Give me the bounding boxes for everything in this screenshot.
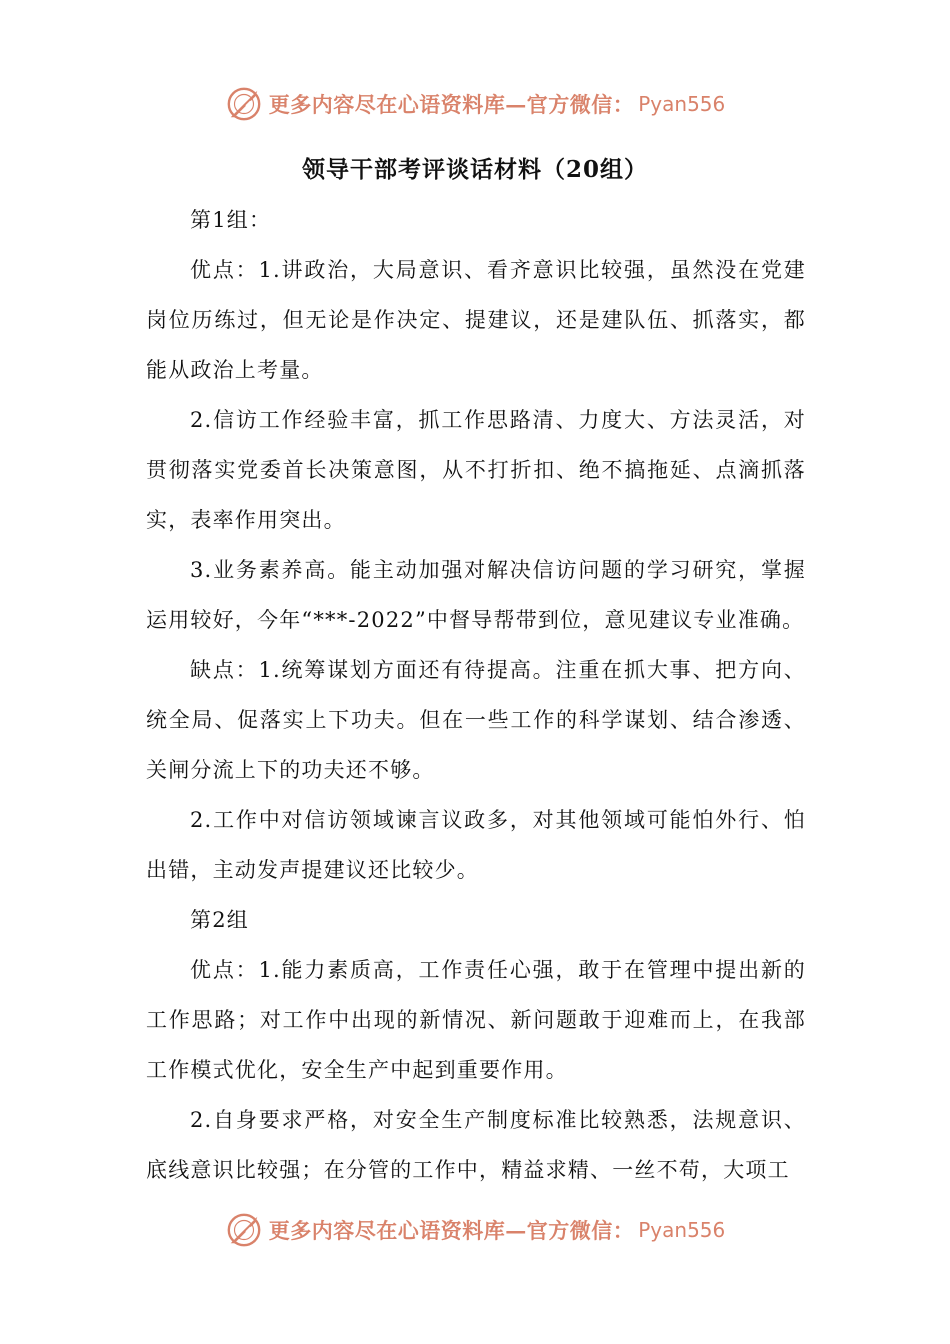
- paragraph-group-2-strength-2: 2.自身要求严格，对安全生产制度标准比较熟悉，法规意识、底线意识比较强；在分管的工作中，精益求精、一丝不苟，大项工: [146, 1108, 806, 1182]
- paragraph-group-1-strength-2: 2.信访工作经验丰富，抓工作思路清、力度大、方法灵活，对贯彻落实党委首长决策意图，从不打折扣、绝不搞拖延、点滴抓落实，表率作用突出。: [146, 408, 806, 532]
- paragraph-group-2-heading: 第2组: [190, 908, 249, 932]
- header-contact: Pyan556: [638, 92, 726, 116]
- document-body: [146, 195, 806, 1195]
- paragraph-group-1-strength-1: 优点：1.讲政治，大局意识、看齐意识比较强，虽然没在党建岗位历练过，但无论是作决定、提建议，还是建队伍、抓落实，都能从政治上考量。: [146, 258, 806, 382]
- paragraph-group-1-weakness-1: 缺点：1.统筹谋划方面还有待提高。注重在抓大事、把方向、统全局、促落实上下功夫。但在一些工作的科学谋划、结合渗透、关闸分流上下的功夫还不够。: [146, 658, 806, 782]
- header-banner: [0, 82, 950, 126]
- paragraph-group-2-strength-1: 优点：1.能力素质高，工作责任心强，敢于在管理中提出新的工作思路；对工作中出现的新情况、新问题敢于迎难而上，在我部工作模式优化，安全生产中起到重要作用。: [146, 958, 806, 1082]
- paragraph-group-1-heading: 第1组：: [190, 208, 272, 232]
- header-slogan: 更多内容尽在心语资料库—官方微信：: [268, 92, 635, 117]
- footer-banner: [0, 1208, 950, 1252]
- footer-slogan: 更多内容尽在心语资料库—官方微信：: [268, 1218, 635, 1243]
- paragraph-group-1-weakness-2: 2.工作中对信访领域谏言议政多，对其他领域可能怕外行、怕出错，主动发声提建议还比较少。: [146, 808, 806, 882]
- paragraph-group-1-strength-3: 3.业务素养高。能主动加强对解决信访问题的学习研究，掌握运用较好，今年“***-2022”中督导帮带到位，意见建议专业准确。: [146, 558, 806, 632]
- pen-seal-logo-icon: [225, 1211, 263, 1249]
- footer-contact: Pyan556: [638, 1218, 726, 1242]
- pen-seal-logo-icon: [225, 85, 263, 123]
- document-title: 领导干部考评谈话材料（20组）: [301, 156, 648, 183]
